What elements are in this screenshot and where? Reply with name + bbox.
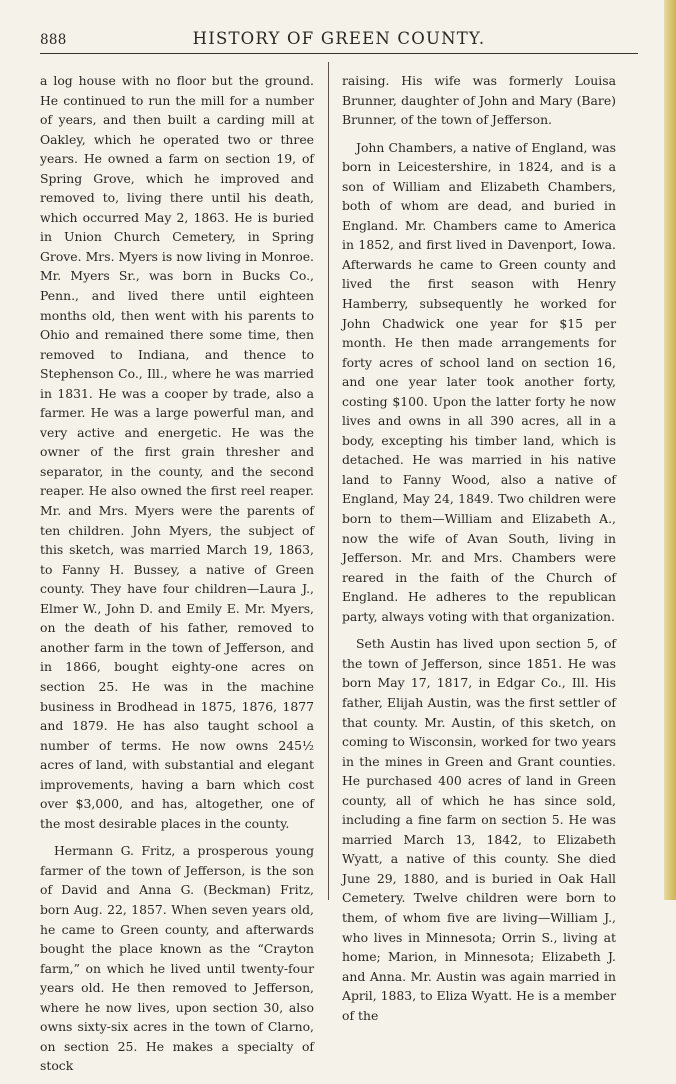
right-column bbox=[342, 71, 616, 1033]
running-title: HISTORY OF GREEN COUNTY. bbox=[192, 29, 486, 48]
column-divider bbox=[328, 62, 329, 900]
left-column bbox=[40, 71, 314, 1084]
paragraph-fritz: Hermann G. Fritz, a prosperous young farmer of the town of Jefferson, is the son of David and Anna G. (Beckman) Fritz, born Aug. 22, 1857. When seven years old, he came to Green county, and afterwards bought the place known as the “Crayton farm,” on which he lived until twenty-four years old. He then removed to Jefferson, where he now lives, upon section 30, also owns sixty-six acres in the town of Clarno, on section 25. He makes a specialty of stock bbox=[40, 843, 314, 1074]
paragraph-fritz-continued: raising. His wife was formerly Louisa Brunner, daughter of John and Mary (Bare) Brunner, of the town of Jefferson. bbox=[342, 73, 616, 128]
page-number: 888 bbox=[40, 32, 67, 48]
page-edge-strip bbox=[664, 0, 676, 900]
paragraph-chambers: John Chambers, a native of England, was born in Leicestershire, in 1824, and is a son of William and Elizabeth Chambers, both of whom are dead, and buried in England. Mr. Chambers came to America in 1852, and first lived in Davenport, Iowa. Afterwards he came to Green county and lived the first season with Henry Hamberry, subsequently he worked for John Chadwick one year for $15 per month. He then made arrangements for forty acres of school land on section 16, and one year later took another forty, costing $100. Upon the latter forty he now lives and owns in all 390 acres, all in a body, excepting his timber land, which is detached. He was married in his native land to Fanny Wood, also a native of England, May 24, 1849. Two children were born to them—William and Elizabeth A., now the wife of Avan South, living in Jefferson. Mr. and Mrs. Chambers were reared in the faith of the Church of England. He adheres to the republican party, always voting with that organization. bbox=[342, 139, 616, 624]
page-header bbox=[40, 29, 638, 53]
header-rule bbox=[40, 53, 638, 54]
paragraph-austin: Seth Austin has lived upon section 5, of the town of Jefferson, since 1851. He was born May 17, 1817, in Edgar Co., Ill. His father, Elijah Austin, was the first settler of that county. Mr. Austin, of this sketch, on coming to Wisconsin, worked for two years in the mines in Green and Grant counties. He purchased 400 acres of land in Green county, all of which he has since sold, including a fine farm on section 5. He was married March 13, 1842, to Elizabeth Wyatt, a native of this county. She died June 29, 1880, and is buried in Oak Hall Cemetery. Twelve children were born to them, of whom five are living—William J., who lives in Minnesota; Orrin S., living at home; Marion, in Minnesota; Elizabeth J. and Anna. Mr. Austin was again married in April, 1883, to Eliza Wyatt. He is a member of the bbox=[342, 636, 616, 1023]
paragraph-myers-continued: a log house with no floor but the ground. He continued to run the mill for a number of years, and then built a carding mill at Oakley, which he operated two or three years. He owned a farm on section 19, of Spring Grove, which he improved and removed to, living there until his death, which occurred May 2, 1863. He is buried in Union Church Cemetery, in Spring Grove. Mrs. Myers is now living in Monroe. Mr. Myers Sr., was born in Bucks Co., Penn., and lived there until eighteen months old, then went with his parents to Ohio and remained there some time, then removed to Indiana, and thence to Stephenson Co., Ill., where he was married in 1831. He was a cooper by trade, also a farmer. He was a large powerful man, and very active and energetic. He was the owner of the first grain thresher and separator, in the county, and the second reaper. He also owned the first reel reaper. Mr. and Mrs. Myers were the parents of ten children. John Myers, the subject of this sketch, was married March 19, 1863, to Fanny H. Bussey, a native of Green county. They have four children—Laura J., Elmer W., John D. and Emily E. Mr. Myers, on the death of his father, removed to another farm in the town of Jefferson, and in 1866, bought eighty-one acres on section 25. He was in the machine business in Brodhead in 1875, 1876, 1877 and 1879. He has also taught school a number of terms. He now owns 245½ acres of land, with substantial and elegant improvements, having a barn which cost over $3,000, and has, altogether, one of the most desirable places in the county. bbox=[40, 73, 314, 831]
